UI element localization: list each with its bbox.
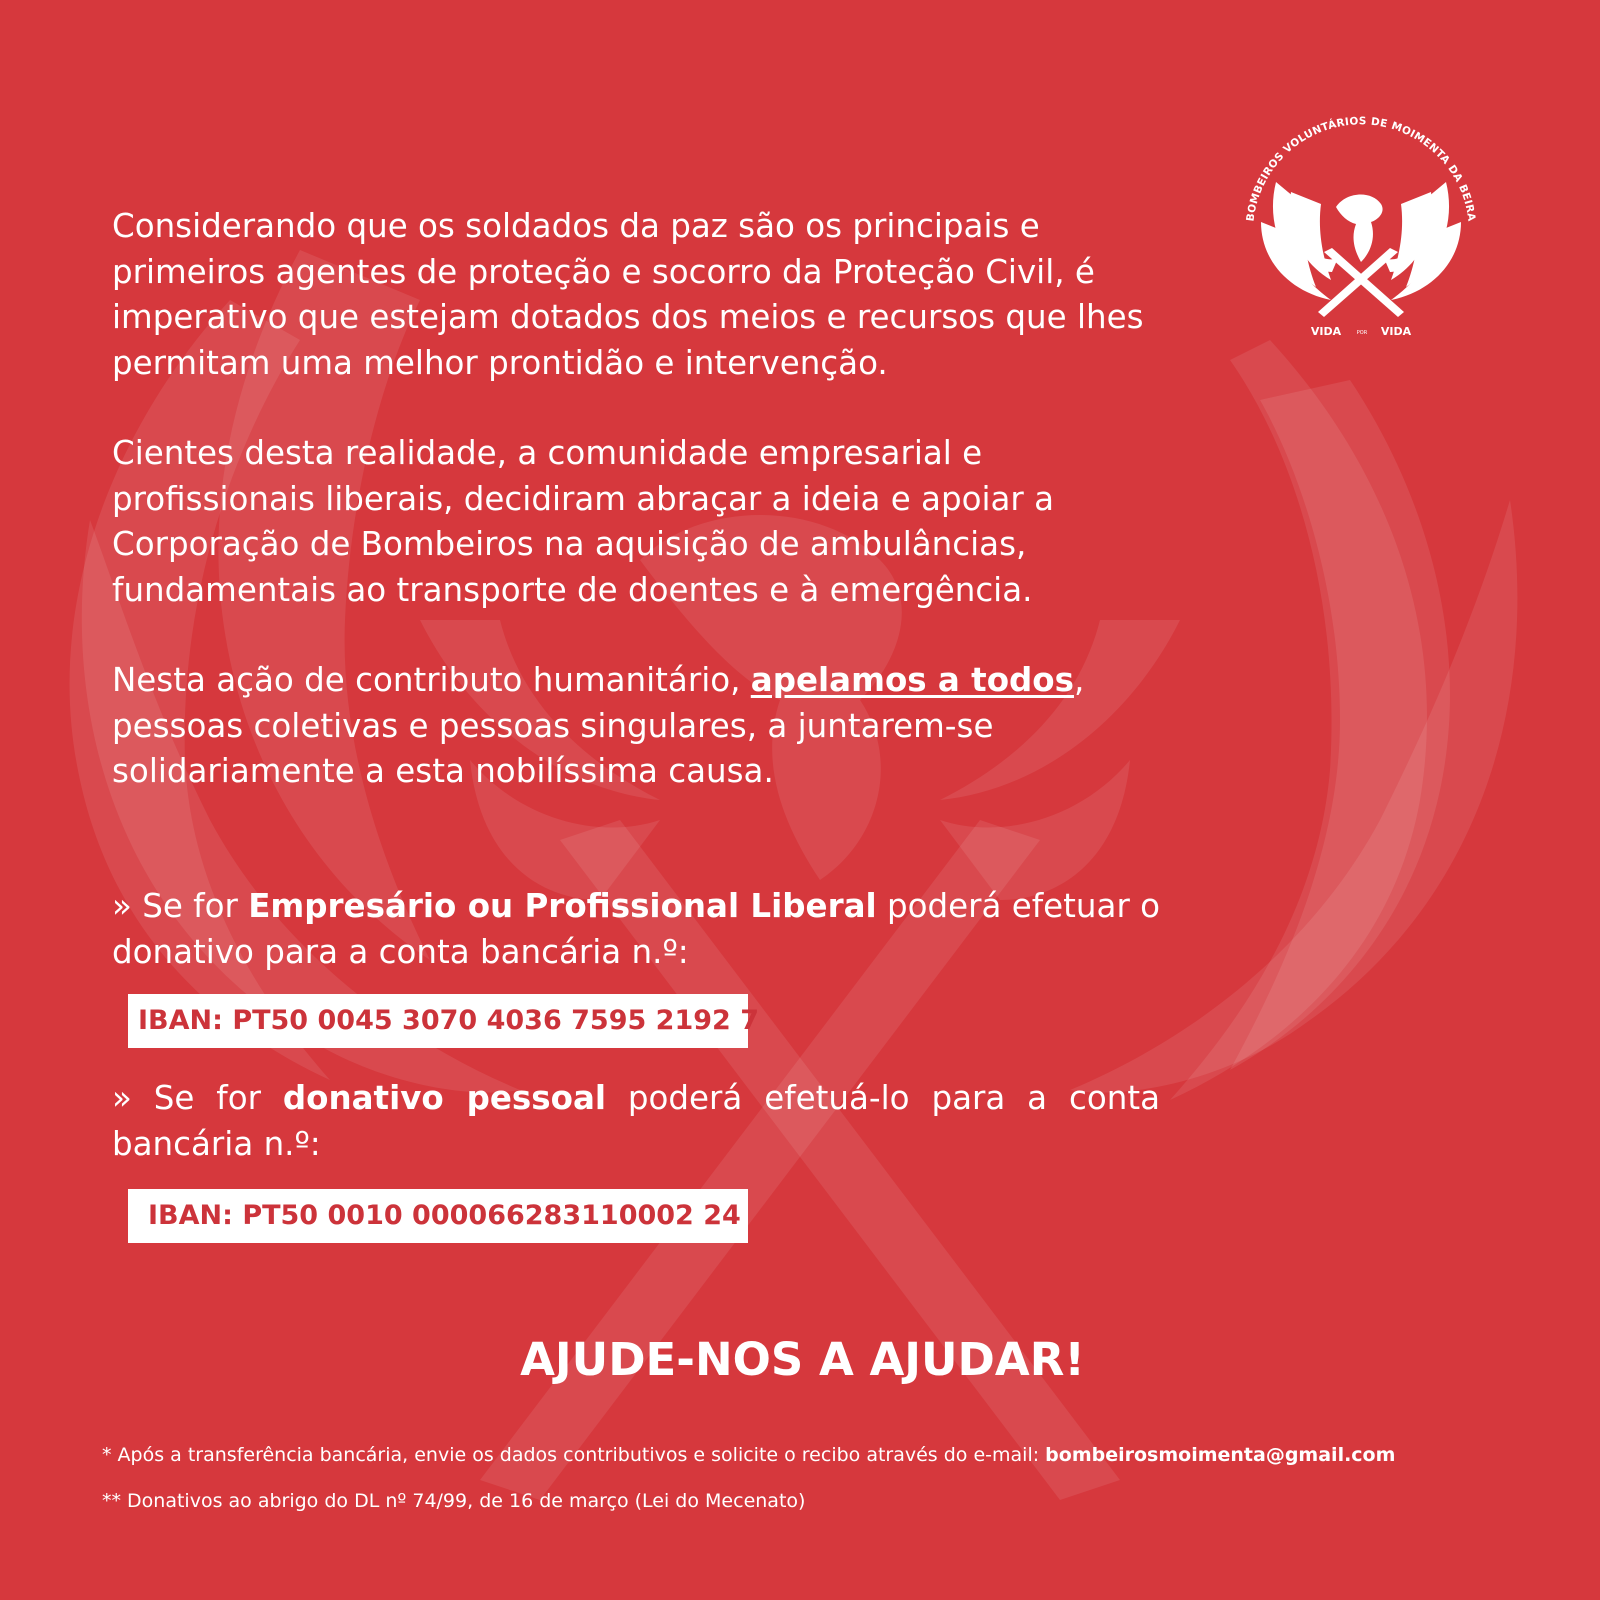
personal-suffix: poderá efetuá-lo para a conta bancária n.º: — [112, 1079, 1160, 1163]
business-suffix: poderá efetuar o donativo para a conta bancária n.º: — [112, 887, 1161, 971]
business-donation-text — [112, 884, 1160, 975]
personal-emphasis: donativo pessoal — [282, 1079, 607, 1117]
footnote-receipt-text: * Após a transferência bancária, envie os dados contributivos e solicite o recibo através do e-mail: — [102, 1444, 1046, 1466]
paragraph-appeal — [112, 658, 1160, 795]
personal-prefix: » Se for — [112, 1079, 283, 1117]
business-iban: IBAN: PT50 0045 3070 4036 7595 2192 7 — [128, 994, 748, 1048]
personal-donation-text — [112, 1076, 1160, 1167]
footnote-receipt — [102, 1444, 1395, 1466]
emblem-ring-text: BOMBEIROS VOLUNTÁRIOS DE MOIMENTA DA BEIRA — [1244, 115, 1478, 223]
contact-email: bombeirosmoimenta@gmail.com — [1045, 1444, 1396, 1466]
paragraph-context: Cientes desta realidade, a comunidade empresarial e profissionais liberais, decidiram abraçar a ideia e apoiar a Corporação de Bombeiros na aquisição de ambulâncias, fundamentais ao transporte de doentes e à emergência. — [112, 434, 1055, 609]
emblem-motto-right: VIDA — [1380, 325, 1412, 338]
personal-iban: IBAN: PT50 0010 000066283110002 24 — [128, 1189, 748, 1243]
business-emphasis: Empresário ou Profissional Liberal — [248, 887, 877, 925]
appeal-text-before: Nesta ação de contributo humanitário, — [112, 661, 751, 699]
appeal-text-after: , pessoas coletivas e pessoas singulares, a juntarem-se solidariamente a esta nobilíssima causa. — [112, 661, 1085, 790]
emblem-motto-small: POR — [1356, 330, 1368, 336]
paragraph-intro: Considerando que os soldados da paz são os principais e primeiros agentes de proteção e socorro da Proteção Civil, é imperativo que estejam dotados dos meios e recursos que lhes permitam uma melhor prontidão e intervenção. — [112, 207, 1144, 382]
business-prefix: » Se for — [112, 887, 249, 925]
emblem-motto-left: VIDA — [1310, 325, 1342, 338]
appeal-emphasis: apelamos a todos — [750, 661, 1074, 699]
footnote-law: ** Donativos ao abrigo do DL nº 74/99, de 16 de março (Lei do Mecenato) — [102, 1490, 806, 1512]
call-to-action: AJUDE-NOS A AJUDAR! — [520, 1333, 1085, 1386]
fire-brigade-emblem — [1236, 112, 1486, 362]
